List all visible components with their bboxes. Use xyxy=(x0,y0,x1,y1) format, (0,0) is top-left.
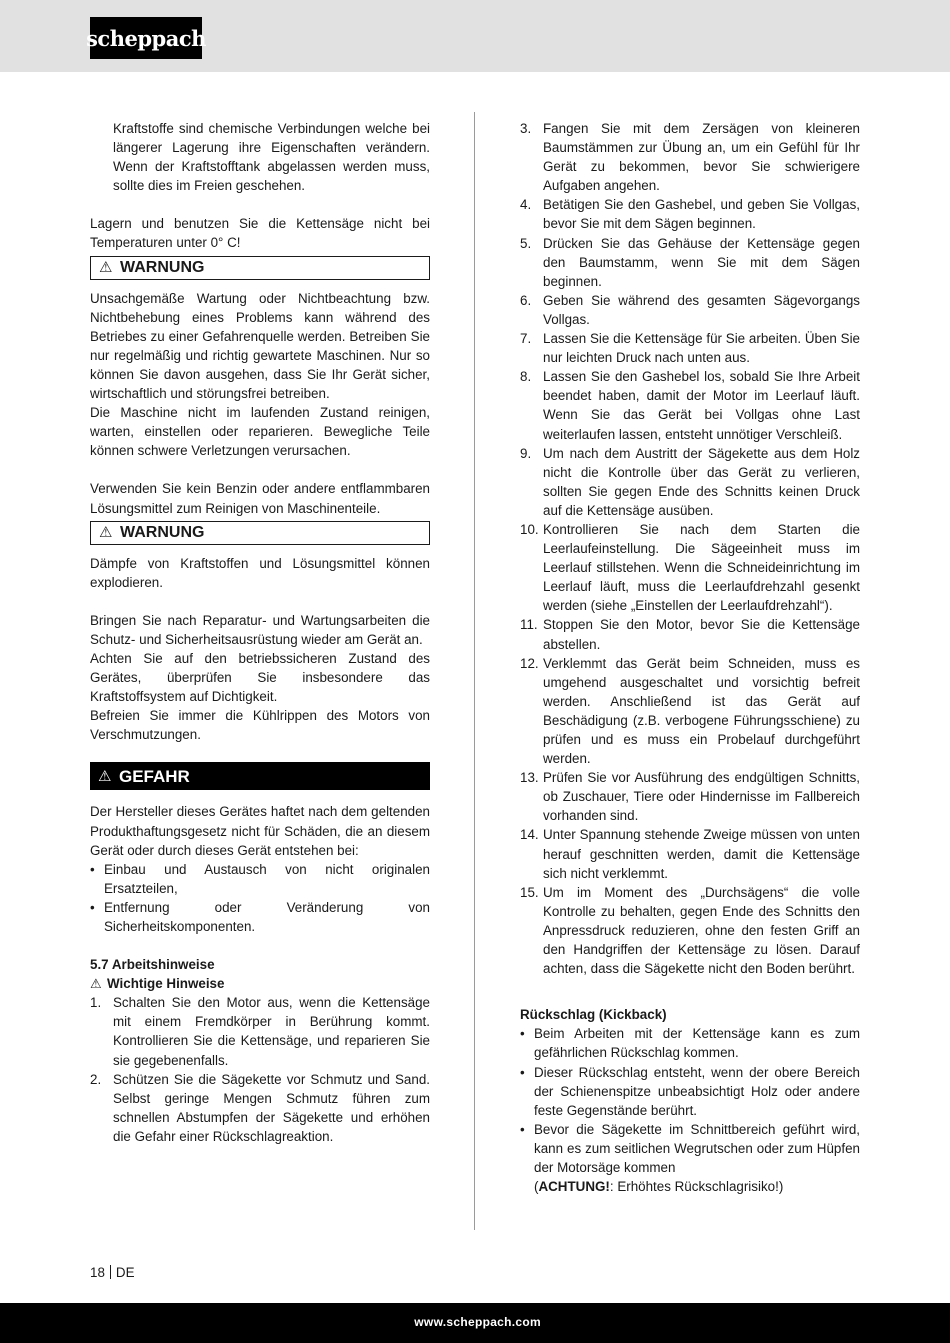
list-item: 13. Prüfen Sie vor Ausführung des endgültigen Schnitts, ob Zuschauer, Tiere oder Hindernisse im Fallbereich vorhanden sind. xyxy=(520,770,860,824)
page-footer xyxy=(90,1265,135,1280)
liability-paragraph: Der Hersteller dieses Gerätes haftet nach dem geltenden Produkthaftungsgesetz nicht für Schäden, die an diesem Gerät oder durch dieses Gerät entstehen bei: xyxy=(90,804,430,858)
warning-title: WARNUNG xyxy=(120,524,205,542)
important-heading: ⚠ Wichtige Hinweise xyxy=(90,974,430,993)
vapor-paragraph: Dämpfe von Kraftstoffen und Lösungsmittel können explodieren. xyxy=(90,555,430,590)
bottom-bar xyxy=(0,1303,950,1343)
bullet: • xyxy=(520,1026,525,1042)
list-item: 12. Verklemmt das Gerät beim Schneiden, muss es umgehend ausgeschaltet und vorsichtig befreit werden. Anschließend ist das Gerät auf Beschädigung (z.B. verbogene Führungsschiene) zu prüfen und es muss ein Probelauf durchgeführt werden. xyxy=(520,655,860,767)
condition-paragraph: Achten Sie auf den betriebssicheren Zustand des Gerätes, überprüfen Sie insbesondere das Kraftstoffsystem auf Dichtigkeit. xyxy=(90,650,430,705)
website-url[interactable]: www.scheppach.com xyxy=(414,1315,541,1329)
warning-triangle-icon: ⚠ xyxy=(99,259,113,277)
warning-title: WARNUNG xyxy=(120,259,205,277)
danger-box xyxy=(90,762,430,790)
list-item: 4. Betätigen Sie den Gashebel, und geben Sie Vollgas, bevor Sie mit dem Sägen beginnen. xyxy=(520,197,860,232)
language-code: DE xyxy=(115,1265,135,1280)
warning-box-2 xyxy=(90,521,430,545)
list-item: • Einbau und Austausch von nicht originalen Ersatzteilen, xyxy=(90,860,430,898)
cleaning-paragraph: Die Maschine nicht im laufenden Zustand reinigen, warten, einstellen oder reparieren. Bewegliche Teile können schwere Verletzungen verursachen. xyxy=(90,405,430,459)
scheppach-logo: scheppach xyxy=(90,17,202,59)
bullet: • xyxy=(90,861,95,877)
left-column xyxy=(90,119,430,1146)
list-item: • Bevor die Sägekette im Schnittbereich geführt wird, kann es zum seitlichen Wegrutschen oder zum Hüpfen der Motorsäge kommen (ACHTUNG!: Erhöhtes Rückschlagrisiko!) xyxy=(520,1120,860,1196)
warning-triangle-icon: ⚠ xyxy=(99,524,113,542)
bullet: • xyxy=(520,1064,525,1080)
header-bar xyxy=(0,0,950,72)
list-item: 15. Um im Moment des „Durchsägens“ die volle Kontrolle zu behalten, gegen Ende des Schnitts den Anpressdruck reduzieren, ohne den festen Griff an den Handgriffen der Kettensäge zu lösen. Darauf achten, dass die Sägekette nicht den Boden berührt. xyxy=(520,884,860,977)
work-list-right xyxy=(520,119,860,978)
warning-triangle-icon: ⚠ xyxy=(98,767,112,785)
list-item: • Dieser Rückschlag entsteht, wenn der obere Bereich der Schienenspitze unbeabsichtigt Holz oder andere feste Gegenstände berührt. xyxy=(520,1063,860,1120)
column-divider xyxy=(474,112,475,1230)
kickback-list xyxy=(520,1024,860,1196)
list-item: 10. Kontrollieren Sie nach dem Starten die Leerlaufeinstellung. Die Sägeeinheit muss im Leerlauf stillstehen. Wenn die Schneideinrichtung im Leerlauf läuft, muss die Leerlaufdrehzahl gesenkt werden (siehe „Einstellen der Leerlaufdrehzahl“). xyxy=(520,521,860,614)
right-column xyxy=(520,119,860,1196)
cooling-fins-paragraph: Befreien Sie immer die Kühlrippen des Motors von Verschmutzungen. xyxy=(90,708,430,743)
warning-triangle-icon: ⚠ xyxy=(90,976,102,992)
liability-list xyxy=(90,860,430,936)
list-item: 14. Unter Spannung stehende Zweige müssen von unten herauf geschnitten werden, damit die Kettensäge sich nicht verklemmt. xyxy=(520,827,860,881)
warning-box-1 xyxy=(90,256,430,280)
list-item: • Entfernung oder Veränderung von Sicherheitskomponenten. xyxy=(90,898,430,936)
list-item: 8. Lassen Sie den Gashebel los, sobald Sie Ihre Arbeit beendet haben, damit der Motor im Leerlauf läuft. Wenn Sie das Gerät bei Vollgas ohne Last weiterlaufen lassen, entsteht unnötiger Verschleiß. xyxy=(520,369,860,442)
bullet: • xyxy=(520,1121,525,1137)
list-item: • Beim Arbeiten mit der Kettensäge kann es zum gefährlichen Rückschlag kommen. xyxy=(520,1024,860,1062)
maintenance-paragraph: Unsachgemäße Wartung oder Nichtbeachtung bzw. Nichtbehebung eines Problems kann während des Betriebes zu einer Gefahrenquelle werden. Betreiben Sie nur regelmäßig und richtig gewartete Maschinen. Nur so können Sie davon ausgehen, dass Sie Ihr Gerät sicher, wirtschaftlich und störungsfrei betreiben. xyxy=(90,290,430,402)
fuel-paragraph: Kraftstoffe sind chemische Verbindungen welche bei längerer Lagerung ihre Eigenschaften verändern. Wenn der Kraftstofftank abgelassen werden muss, sollte dies im Freien geschehen. xyxy=(113,121,430,194)
list-item: 9. Um nach dem Austritt der Sägekette aus dem Holz nicht die Kontrolle über das Gerät zu verlieren, sollten Sie gegen Ende des Schnitts keinen Druck auf die Kettensäge ausüben. xyxy=(520,445,860,518)
page-number: 18 xyxy=(90,1265,105,1280)
list-item: 1. Schalten Sie den Motor aus, wenn die Kettensäge mit einem Fremdkörper in Berührung kommt. Kontrollieren Sie die Kettensäge, und reparieren Sie sie gegebenenfalls. xyxy=(90,995,430,1068)
achtung-label: ACHTUNG! xyxy=(538,1179,610,1195)
list-item: 3. Fangen Sie mit dem Zersägen von kleineren Baumstämmen zur Übung an, um ein Gefühl für Ihr Gerät zu bekommen, bevor Sie schwierigere Aufgaben angehen. xyxy=(520,121,860,194)
petrol-paragraph: Verwenden Sie kein Benzin oder andere entflammbaren Lösungsmittel zum Reinigen von Maschinenteile. xyxy=(90,481,430,516)
section-heading: 5.7 Arbeitshinweise xyxy=(90,957,215,973)
list-item: 2. Schützen Sie die Sägekette vor Schmutz und Sand. Selbst geringe Mengen Schmutz führen zum schnellen Abstumpfen der Sägekette und erhöhen die Gefahr einer Rückschlagreaktion. xyxy=(90,1071,430,1144)
list-item: 6. Geben Sie während des gesamten Sägevorgangs Vollgas. xyxy=(520,292,860,327)
footer-separator xyxy=(110,1265,111,1279)
danger-title: GEFAHR xyxy=(119,766,190,786)
bullet: • xyxy=(90,899,95,915)
list-item: 11. Stoppen Sie den Motor, bevor Sie die Kettensäge abstellen. xyxy=(520,617,860,652)
after-repair-paragraph: Bringen Sie nach Reparatur- und Wartungsarbeiten die Schutz- und Sicherheitsausrüstung wieder am Gerät an. xyxy=(90,612,430,647)
work-list-left xyxy=(90,993,430,1146)
list-item: 7. Lassen Sie die Kettensäge für Sie arbeiten. Üben Sie nur leichten Druck nach unten aus. xyxy=(520,331,860,366)
kickback-heading: Rückschlag (Kickback) xyxy=(520,1007,667,1023)
list-item: 5. Drücken Sie das Gehäuse der Kettensäge gegen den Baumstamm, wenn Sie mit dem Sägen beginnen. xyxy=(520,235,860,289)
temperature-paragraph: Lagern und benutzen Sie die Kettensäge nicht bei Temperaturen unter 0° C! xyxy=(90,216,430,251)
